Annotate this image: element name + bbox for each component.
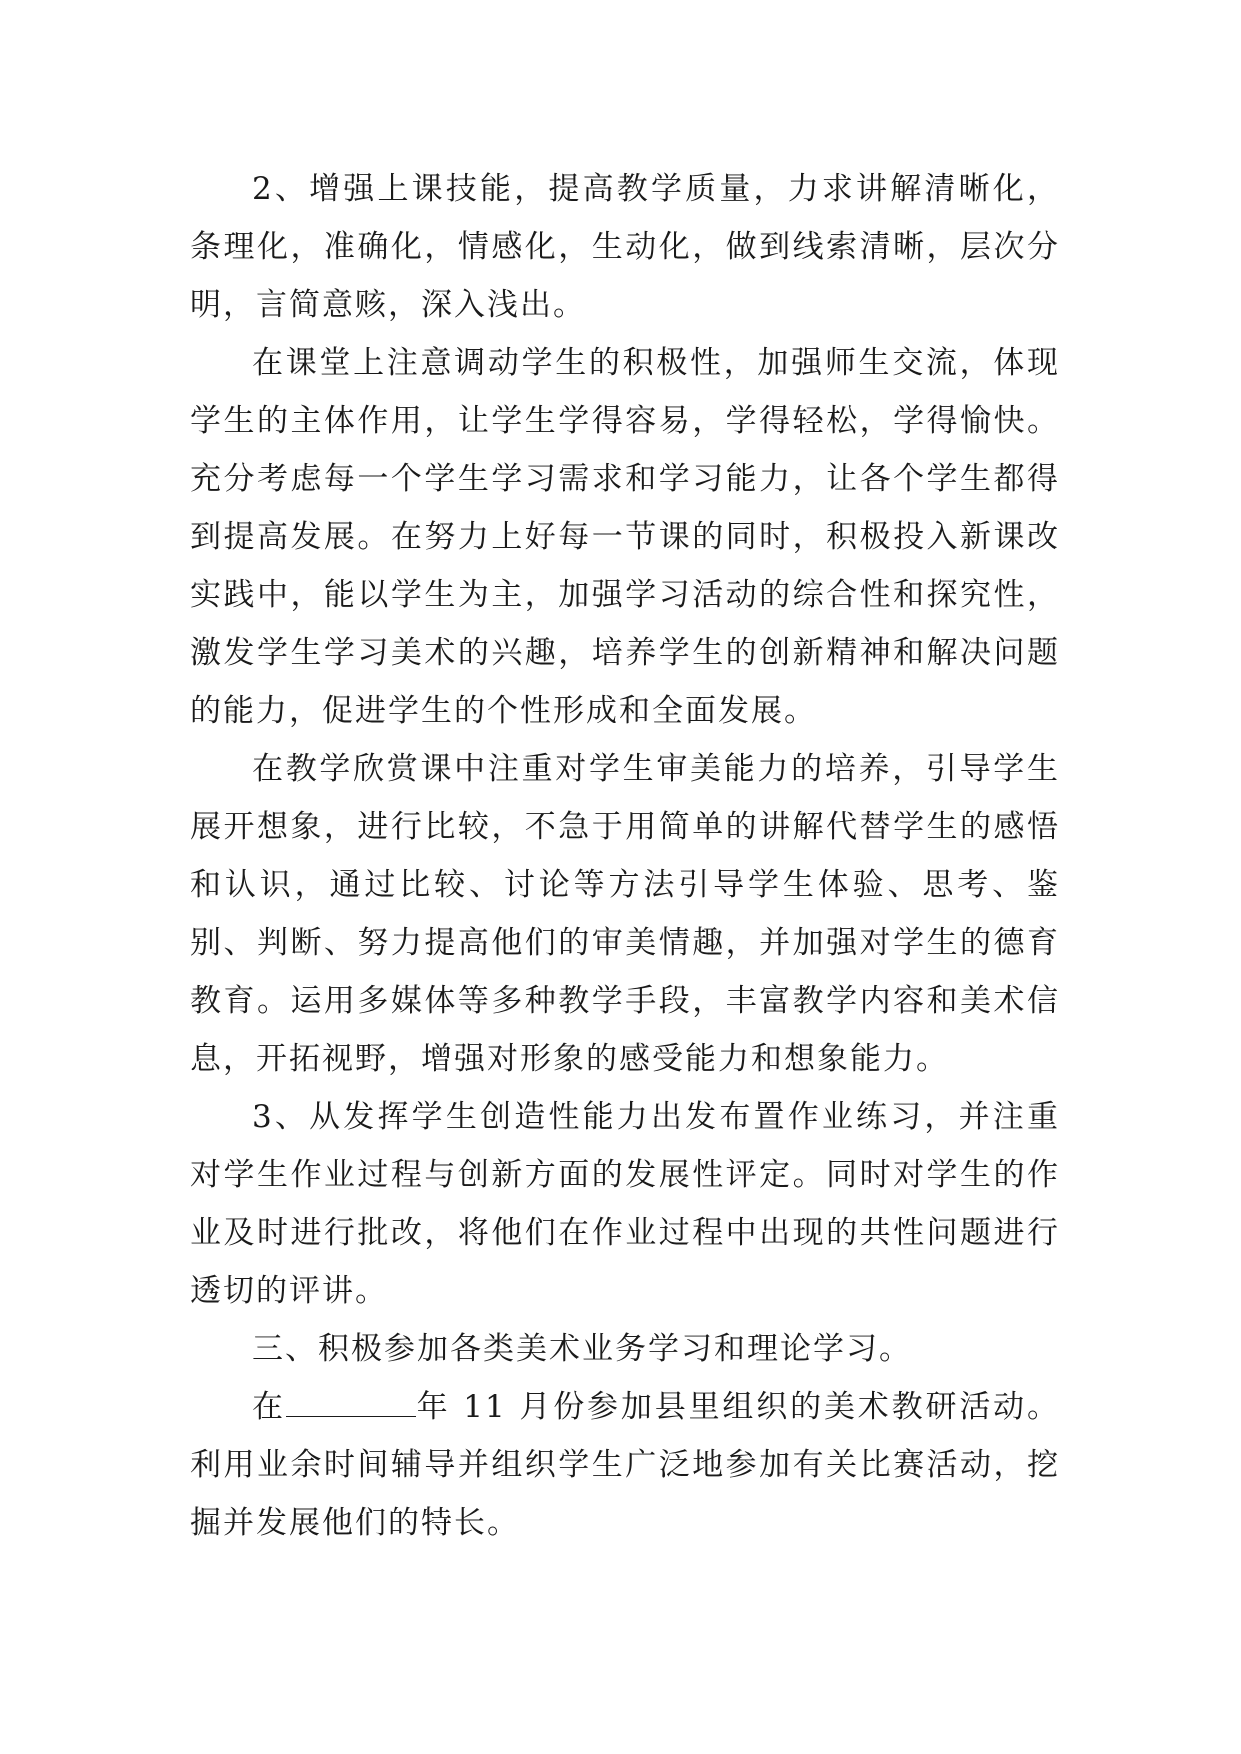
paragraph-activities-prefix: 在 bbox=[252, 1389, 286, 1425]
paragraph-classroom: 在课堂上注意调动学生的积极性，加强师生交流，体现学生的主体作用，让学生学得容易，学得轻松，学得愉快。充分考虑每一个学生学习需求和学习能力，让各个学生都得到提高发展。在努力上好每一节课的同时，积极投入新课改实践中，能以学生为主，加强学习活动的综合性和探究性，激发学生学习美术的兴趣，培养学生的创新精神和解决问题的能力，促进学生的个性形成和全面发展。 bbox=[190, 345, 1060, 729]
paragraph-activities-suffix: 年 11 月份参加县里组织的美术教研活动。利用业余时间辅导并组织学生广泛地参加有关比赛活动，挖掘并发展他们的特长。 bbox=[190, 1389, 1060, 1541]
paragraph-homework: 3、从发挥学生创造性能力出发布置作业练习，并注重对学生作业过程与创新方面的发展性评定。同时对学生的作业及时进行批改，将他们在作业过程中出现的共性问题进行透切的评讲。 bbox=[190, 1099, 1060, 1309]
document-body bbox=[190, 160, 1060, 1552]
paragraph-appreciation: 在教学欣赏课中注重对学生审美能力的培养，引导学生展开想象，进行比较，不急于用简单的讲解代替学生的感悟和认识，通过比较、讨论等方法引导学生体验、思考、鉴别、判断、努力提高他们的审美情趣，并加强对学生的德育教育。运用多媒体等多种教学手段，丰富教学内容和美术信息，开拓视野，增强对形象的感受能力和想象能力。 bbox=[190, 751, 1060, 1077]
paragraph-skills: 2、增强上课技能，提高教学质量，力求讲解清晰化，条理化，准确化，情感化，生动化，做到线索清晰，层次分明，言简意赅，深入浅出。 bbox=[190, 171, 1060, 323]
paragraph-section-three: 三、积极参加各类美术业务学习和理论学习。 bbox=[252, 1331, 912, 1367]
paragraph-activities bbox=[190, 1378, 1060, 1552]
year-blank bbox=[286, 1386, 416, 1417]
